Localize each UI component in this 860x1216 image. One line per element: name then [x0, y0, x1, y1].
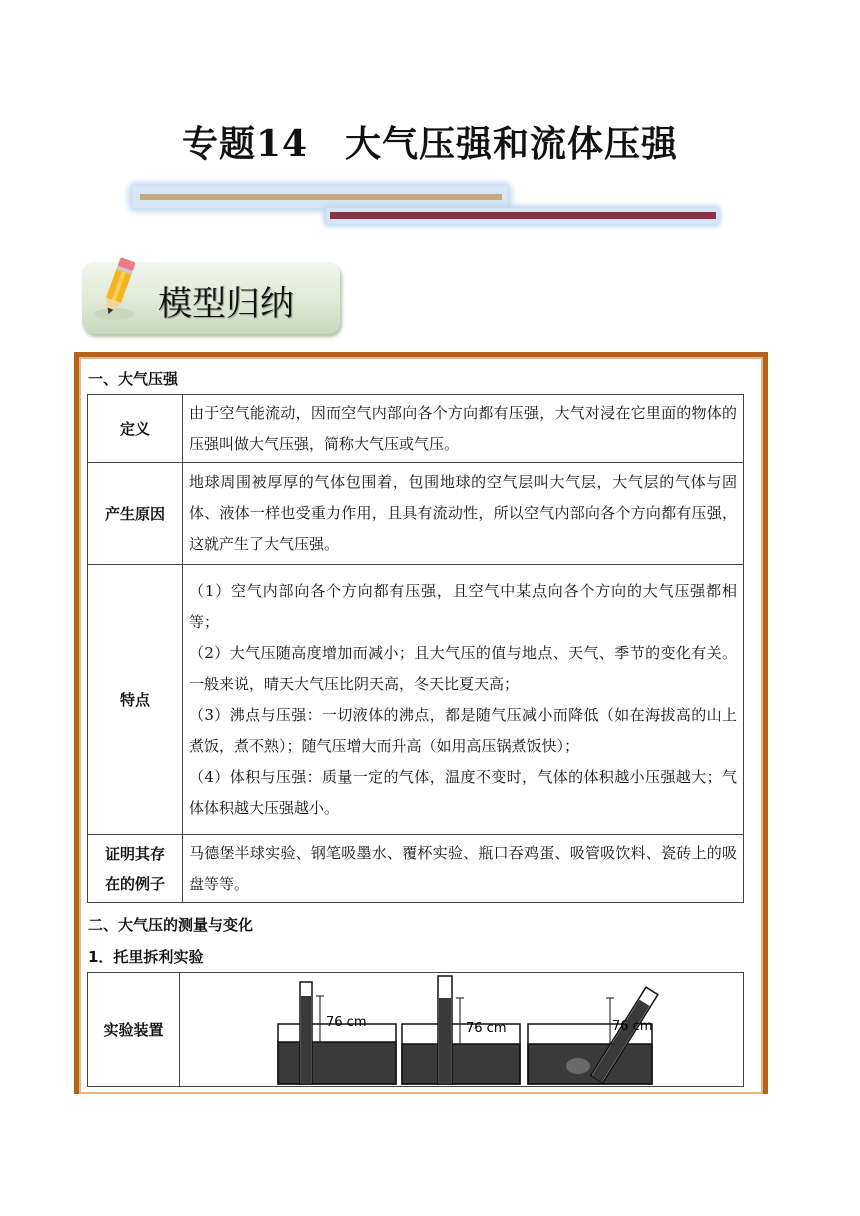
- table-row: [88, 463, 744, 565]
- row-content: [183, 463, 744, 565]
- row-content: [183, 395, 744, 463]
- subsection-heading: 1．托里拆利实验: [88, 948, 204, 966]
- concept-table: [87, 394, 744, 903]
- apparatus-tall-tube: [402, 976, 520, 1084]
- title-decoration-bottom-line: [330, 212, 716, 219]
- content-line: （2）大气压随高度增加而减小；且大气压的值与地点、天气、季节的变化有关。一般来说，晴天大气压比阴天高，冬天比夏天高；: [189, 643, 737, 693]
- row-label: 产生原因: [88, 463, 183, 565]
- section-heading: 二、大气压的测量与变化: [88, 916, 254, 934]
- table-row: [88, 835, 744, 903]
- table-row: [88, 973, 744, 1087]
- content-line: 由于空气能流动，因而空气内部向各个方向都有压强，大气对浸在它里面的物体的压强叫做大气压强，简称大气压或气压。: [189, 403, 737, 453]
- row-label: 实验装置: [88, 973, 180, 1087]
- table-row: [88, 565, 744, 835]
- torricelli-apparatus-figure: [180, 974, 743, 1086]
- content-line: 马德堡半球实验、钢笔吸墨水、覆杯实验、瓶口吞鸡蛋、吸管吸饮料、瓷砖上的吸盘等等。: [189, 843, 737, 893]
- content-line: 地球周围被厚厚的气体包围着，包围地球的空气层叫大气层，大气层的气体与固体、液体一样也受重力作用，且具有流动性，所以空气内部向各个方向都有压强，这就产生了大气压强。: [189, 473, 737, 553]
- title-decoration-top-line: [140, 194, 502, 200]
- row-content: [183, 565, 744, 835]
- banner-title: 模型归纳: [158, 284, 294, 324]
- section-heading: 一、大气压强: [88, 370, 179, 388]
- row-label: [88, 835, 183, 903]
- apparatus-vertical-tube: [278, 982, 396, 1084]
- height-label: 76 cm: [466, 1020, 507, 1036]
- content-line: （3）沸点与压强：一切液体的沸点，都是随气压减小而降低（如在海拔高的山上煮饭，煮不熟）；随气压增大而升高（如用高压锅煮饭快）；: [189, 705, 737, 755]
- row-content: [180, 973, 744, 1087]
- row-label-line: 在的例子: [104, 874, 165, 893]
- experiment-table: [87, 972, 744, 1087]
- content-line: （1）空气内部向各个方向都有压强，且空气中某点向各个方向的大气压强都相等；: [189, 581, 737, 631]
- row-label-line: 证明其存: [104, 844, 165, 863]
- table-row: [88, 395, 744, 463]
- apparatus-tilted-tube: [528, 987, 658, 1084]
- page-title: 专题14 大气压强和流体压强: [181, 123, 679, 165]
- row-content: [183, 835, 744, 903]
- pencil-icon: [92, 252, 144, 324]
- row-label: 特点: [88, 565, 183, 835]
- row-label: 定义: [88, 395, 183, 463]
- height-label: 76 cm: [326, 1014, 367, 1030]
- content-line: （4）体积与压强：质量一定的气体，温度不变时，气体的体积越小压强越大；气体体积越大压强越小。: [189, 767, 737, 817]
- height-label: 76 cm: [612, 1018, 653, 1034]
